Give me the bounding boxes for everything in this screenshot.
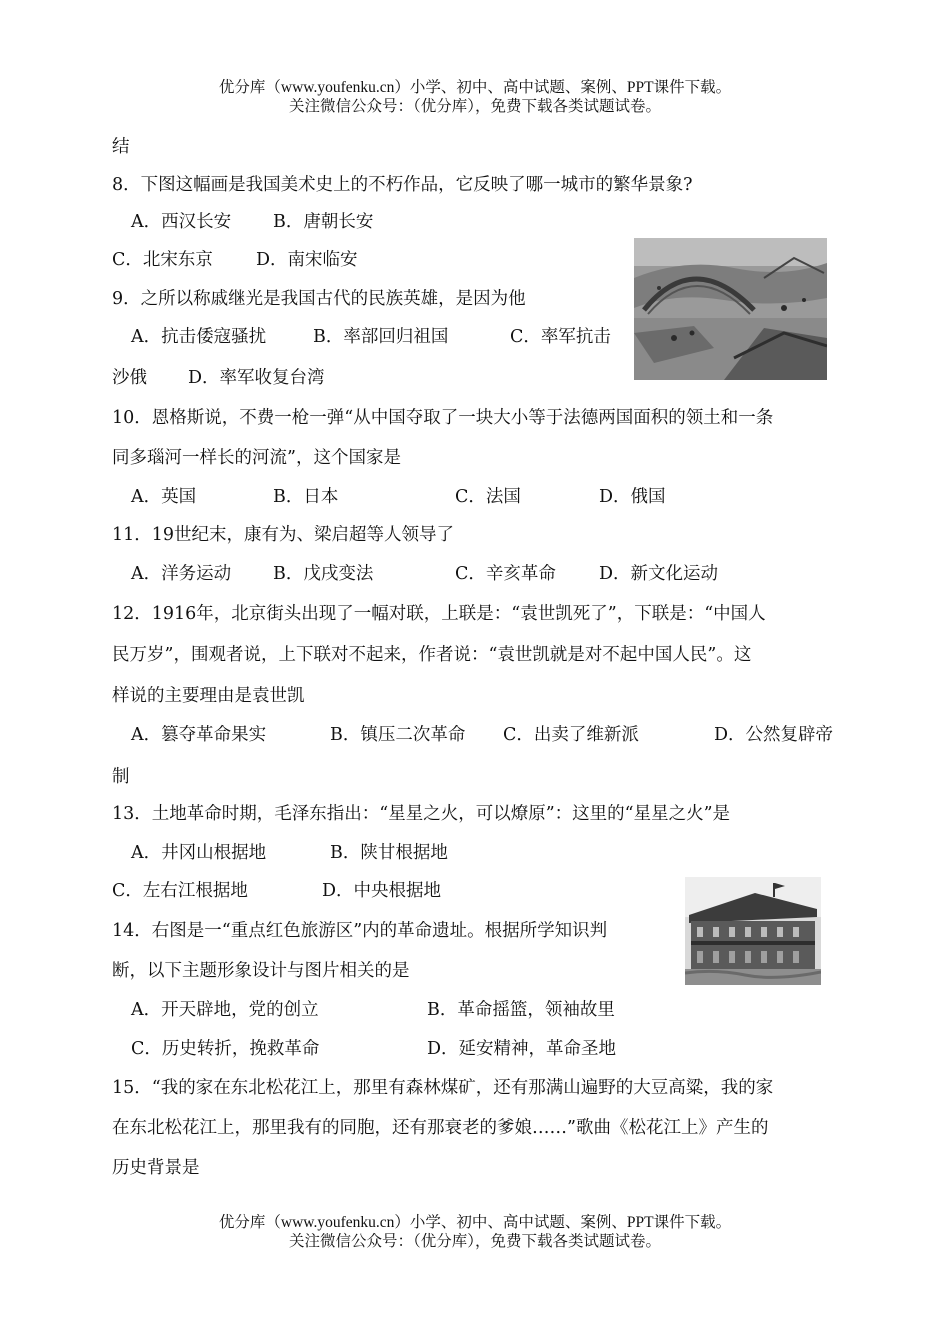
q9-option-c: C．率军抗击 [510, 327, 611, 347]
question-14-line-2: 断，以下主题形象设计与图片相关的是 [112, 961, 410, 981]
question-12-line-1: 12．1916年，北京街头出现了一幅对联，上联是：“袁世凯死了”，下联是：“中国人 [112, 604, 766, 624]
q10-option-a: A．英国 [131, 487, 197, 507]
q12-option-d: D．公然复辟帝 [714, 725, 834, 745]
q13-option-a: A．井冈山根据地 [131, 843, 267, 863]
q8-option-a: A．西汉长安 [131, 212, 232, 232]
painting-svg [634, 238, 827, 380]
question-14-line-1: 14．右图是一“重点红色旅游区”内的革命遗址。根据所学知识判 [112, 921, 608, 941]
q9-option-b: B．率部回归祖国 [313, 327, 449, 347]
q13-option-d: D．中央根据地 [322, 881, 442, 901]
question-13: 13．土地革命时期，毛泽东指出：“星星之火，可以燎原”：这里的“星星之火”是 [112, 804, 731, 824]
q13-option-b: B．陕甘根据地 [330, 843, 448, 863]
header-line-1: 优分库（www.youfenku.cn）小学、初中、高中试题、案例、PPT课件下载。 [218, 79, 732, 96]
footer-line-1: 优分库（www.youfenku.cn）小学、初中、高中试题、案例、PPT课件下载。 [218, 1214, 732, 1231]
q14-option-b: B．革命摇篮，领袖故里 [427, 1000, 615, 1020]
question-12-line-3: 样说的主要理由是袁世凯 [112, 686, 305, 706]
q10-option-c: C．法国 [455, 487, 521, 507]
revolutionary-site-photo [685, 877, 821, 985]
photo-svg [685, 877, 821, 985]
q14-option-d: D．延安精神，革命圣地 [427, 1039, 617, 1059]
page-footer [0, 1213, 950, 1251]
q11-option-a: A．洋务运动 [131, 564, 232, 584]
question-10-line-2: 同多瑙河一样长的河流”，这个国家是 [112, 448, 401, 468]
q11-option-d: D．新文化运动 [599, 564, 719, 584]
question-10-line-1: 10．恩格斯说，不费一枪一弹“从中国夺取了一块大小等于法德两国面积的领土和一条 [112, 408, 774, 428]
footer-line-2: 关注微信公众号：（优分库），免费下载各类试题试卷。 [288, 1233, 661, 1250]
q14-option-c: C．历史转折，挽救革命 [131, 1039, 320, 1059]
q12-option-b: B．镇压二次革命 [330, 725, 466, 745]
question-15-line-1: 15．“我的家在东北松花江上，那里有森林煤矿，还有那满山遍野的大豆高粱，我的家 [112, 1078, 774, 1098]
q9-option-c-cont: 沙俄 [112, 368, 147, 388]
q12-option-a: A．篡夺革命果实 [131, 725, 267, 745]
q12-option-d-cont: 制 [112, 767, 130, 787]
page-header [0, 78, 950, 116]
q8-option-c: C．北宋东京 [112, 250, 213, 270]
q8-option-d: D．南宋临安 [256, 250, 358, 270]
q12-option-c: C．出卖了维新派 [503, 725, 639, 745]
text-line: 结 [112, 137, 130, 157]
question-8: 8．下图这幅画是我国美术史上的不朽作品，它反映了哪一城市的繁华景象? [112, 175, 693, 195]
question-11: 11．19世纪末，康有为、梁启超等人领导了 [112, 525, 455, 545]
question-15-line-3: 历史背景是 [112, 1158, 200, 1178]
q9-option-d: D．率军收复台湾 [188, 368, 325, 388]
q11-option-b: B．戊戌变法 [273, 564, 374, 584]
question-12-line-2: 民万岁”，围观者说，上下联对不起来，作者说：“袁世凯就是对不起中国人民”。这 [112, 645, 752, 665]
q10-option-d: D．俄国 [599, 487, 666, 507]
q8-option-b: B．唐朝长安 [273, 212, 374, 232]
q14-option-a: A．开天辟地，党的创立 [131, 1000, 319, 1020]
question-15-line-2: 在东北松花江上，那里我有的同胞，还有那衰老的爹娘……”歌曲《松花江上》产生的 [112, 1118, 769, 1138]
q10-option-b: B．日本 [273, 487, 339, 507]
q13-option-c: C．左右江根据地 [112, 881, 248, 901]
qingming-painting-image [634, 238, 827, 380]
header-line-2: 关注微信公众号：（优分库），免费下载各类试题试卷。 [288, 98, 661, 115]
question-9: 9．之所以称戚继光是我国古代的民族英雄，是因为他 [112, 289, 526, 309]
q9-option-a: A．抗击倭寇骚扰 [131, 327, 267, 347]
q11-option-c: C．辛亥革命 [455, 564, 556, 584]
